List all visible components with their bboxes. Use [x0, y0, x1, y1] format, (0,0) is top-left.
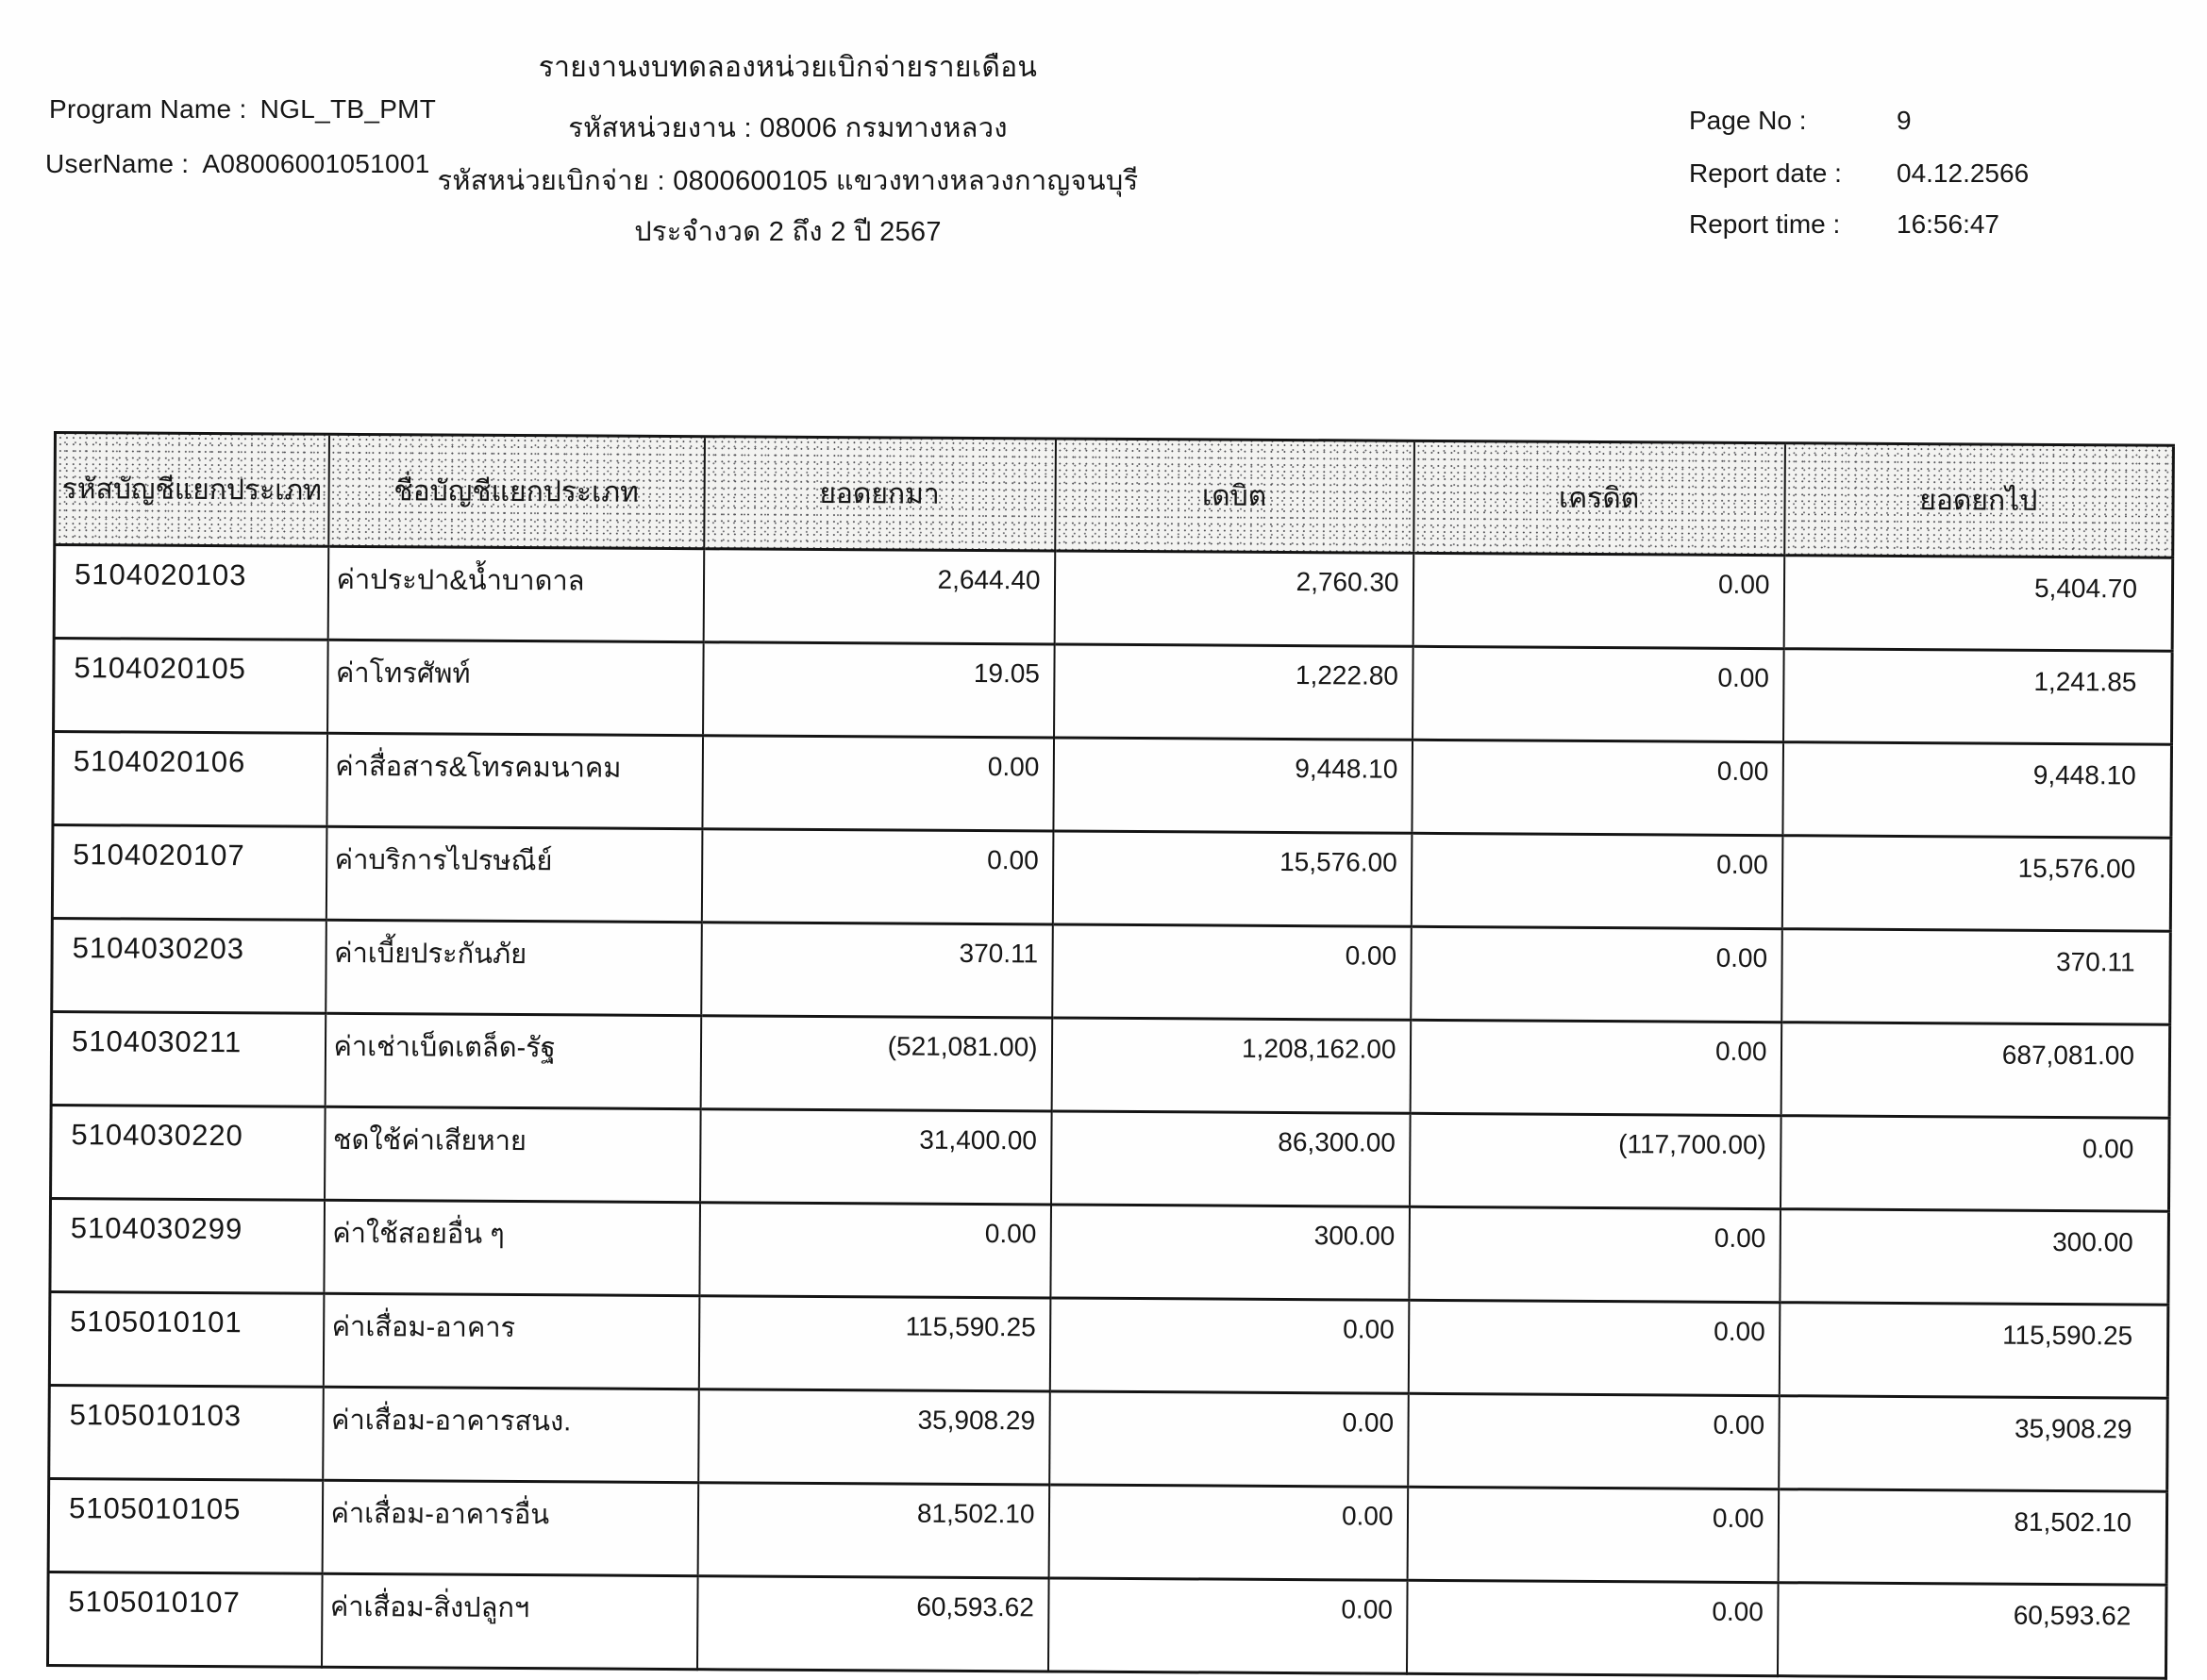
table-cell: 5104030220 — [51, 1105, 326, 1200]
table-cell: 5105010105 — [48, 1478, 323, 1573]
table-cell: 9,448.10 — [1782, 742, 2172, 839]
table-cell: 5105010103 — [49, 1385, 324, 1480]
report-date-label: Report date : — [1689, 158, 1842, 188]
report-title: รายงานงบทดลองหน่วยเบิกจ่ายรายเดือน — [538, 52, 1038, 83]
table-cell: ค่าเบี้ยประกันภัย — [326, 920, 702, 1015]
report-time-line — [1689, 209, 1999, 240]
table-cell: 0.00 — [1406, 1580, 1778, 1675]
program-name-label: Program Name : — [49, 94, 247, 124]
table-cell: ค่าสื่อสาร&โทรคมนาคม — [326, 733, 703, 828]
table-cell: 0.00 — [1407, 1487, 1779, 1582]
table-cell: 5104030211 — [51, 1011, 326, 1106]
table-cell: 0.00 — [702, 736, 1054, 831]
username-label: UserName : — [45, 149, 190, 178]
table-cell: 0.00 — [1049, 1391, 1409, 1487]
table-cell: 115,590.25 — [698, 1296, 1050, 1391]
table-cell: 300.00 — [1050, 1205, 1410, 1300]
table-cell: 687,081.00 — [1781, 1023, 2170, 1119]
column-header-debit: เดบิต — [1055, 439, 1414, 553]
table-row — [50, 1198, 2169, 1305]
table-cell: 0.00 — [1048, 1485, 1408, 1580]
table-cell: 5105010101 — [49, 1291, 324, 1387]
table-row — [52, 825, 2171, 932]
table-cell: ค่าเช่าเบ็ดเตล็ด-รัฐ — [325, 1013, 701, 1108]
table-cell: 0.00 — [1047, 1578, 1407, 1673]
table-cell: 2,760.30 — [1054, 551, 1413, 646]
table-cell: 115,590.25 — [1779, 1303, 2168, 1399]
program-name-value: NGL_TB_PMT — [259, 94, 437, 124]
table-body — [48, 545, 2173, 1679]
report-time-value: 16:56:47 — [1897, 209, 1999, 239]
table-cell: 0.00 — [1412, 740, 1783, 835]
table-row — [49, 1385, 2168, 1491]
table-cell: 300.00 — [1780, 1209, 2169, 1306]
table-cell: 0.00 — [699, 1203, 1051, 1298]
column-header-balance-brought-forward: ยอดยกมา — [704, 437, 1056, 551]
table-cell: ค่าโทรศัพท์ — [327, 640, 704, 735]
table-cell: (521,081.00) — [700, 1016, 1052, 1111]
table-cell: ชดใช้ค่าเสียหาย — [325, 1106, 701, 1202]
table-cell: 0.00 — [1410, 1020, 1781, 1115]
table-row — [54, 639, 2173, 745]
table-row — [48, 1478, 2167, 1585]
table-cell: 5104020106 — [53, 732, 327, 827]
table-cell: 0.00 — [701, 829, 1053, 924]
table-cell: 81,502.10 — [697, 1483, 1049, 1578]
table-cell: 0.00 — [1411, 833, 1782, 928]
period-line: ประจำงวด 2 ถึง 2 ปี 2567 — [634, 217, 942, 247]
table-cell: 9,448.10 — [1053, 738, 1413, 833]
trial-balance-table — [46, 431, 2175, 1680]
table-row — [53, 732, 2172, 839]
username-value: A08006001051001 — [202, 149, 430, 178]
table-cell: 0.00 — [1408, 1393, 1780, 1489]
trial-balance-table-wrap — [46, 431, 2175, 1680]
table-header-row — [55, 433, 2174, 558]
table-cell: 60,593.62 — [1777, 1583, 2166, 1679]
table-cell: 0.00 — [1413, 646, 1784, 741]
table-cell: 15,576.00 — [1052, 831, 1412, 926]
report-date-value: 04.12.2566 — [1897, 158, 2030, 188]
table-cell: ค่าเสื่อม-อาคารสนง. — [323, 1387, 699, 1482]
table-cell: ค่าเสื่อม-อาคารอื่น — [322, 1480, 698, 1575]
table-cell: 5104030203 — [52, 918, 326, 1013]
table-cell: 0.00 — [1780, 1116, 2169, 1212]
table-cell: 31,400.00 — [700, 1109, 1052, 1205]
table-cell: 19.05 — [703, 642, 1055, 738]
table-cell: 0.00 — [1411, 926, 1782, 1022]
table-cell: 370.11 — [1781, 929, 2171, 1025]
table-row — [51, 1105, 2170, 1211]
table-cell: ค่าเสื่อม-อาคาร — [323, 1293, 699, 1389]
table-cell: ค่าใช้สอยอื่น ๆ — [324, 1200, 700, 1295]
report-date-line — [1689, 158, 2029, 189]
agency-code-line: รหัสหน่วยงาน : 08006 กรมทางหลวง — [568, 113, 1008, 143]
column-header-account-name: ชื่อบัญชีแยกประเภท — [328, 434, 705, 548]
report-time-label: Report time : — [1689, 209, 1841, 239]
table-cell: 35,908.29 — [698, 1389, 1050, 1485]
table-cell: 1,241.85 — [1783, 649, 2173, 745]
table-cell: 81,502.10 — [1778, 1489, 2167, 1586]
table-cell: 2,644.40 — [703, 549, 1055, 644]
table-cell: 370.11 — [701, 923, 1053, 1018]
table-cell: 0.00 — [1049, 1298, 1409, 1393]
table-cell: 0.00 — [1413, 553, 1784, 648]
page-number-line — [1689, 106, 1912, 136]
table-cell: 60,593.62 — [696, 1576, 1048, 1672]
table-cell: 35,908.29 — [1779, 1396, 2168, 1492]
column-header-balance-carried-forward: ยอดยกไป — [1784, 443, 2174, 558]
table-cell: 5104020105 — [54, 639, 328, 734]
table-cell: ค่าประปา&น้ำบาดาล — [327, 546, 704, 641]
page-number-label: Page No : — [1689, 106, 1807, 135]
table-row — [54, 545, 2173, 652]
table-cell: 86,300.00 — [1051, 1111, 1411, 1206]
table-row — [48, 1572, 2167, 1678]
column-header-account-code: รหัสบัญชีแยกประเภท — [55, 433, 329, 547]
table-cell: 5104020107 — [52, 825, 326, 921]
table-cell: 1,222.80 — [1054, 644, 1413, 740]
table-cell: 5,404.70 — [1783, 556, 2173, 652]
table-cell: 1,208,162.00 — [1051, 1018, 1411, 1113]
table-cell: 15,576.00 — [1781, 836, 2171, 932]
column-header-credit: เครดิต — [1413, 441, 1785, 555]
page-number-value: 9 — [1897, 106, 1912, 135]
table-cell: 0.00 — [1408, 1300, 1780, 1395]
table-row — [49, 1291, 2168, 1398]
disbursement-unit-line: รหัสหน่วยเบิกจ่าย : 0800600105 แขวงทางหลวงกาญจนบุรี — [437, 166, 1139, 196]
table-cell: 5104020103 — [54, 545, 328, 640]
table-cell: 5105010107 — [48, 1572, 323, 1667]
table-row — [52, 918, 2171, 1024]
table-cell: ค่าเสื่อม-สิ่งปลูกฯ — [322, 1573, 698, 1669]
table-cell: ค่าบริการไปรษณีย์ — [326, 826, 702, 922]
table-cell: 0.00 — [1409, 1206, 1781, 1302]
table-cell: 5104030299 — [50, 1198, 325, 1293]
table-row — [51, 1011, 2170, 1118]
table-cell: 0.00 — [1052, 924, 1412, 1020]
table-cell: (117,700.00) — [1410, 1113, 1781, 1208]
